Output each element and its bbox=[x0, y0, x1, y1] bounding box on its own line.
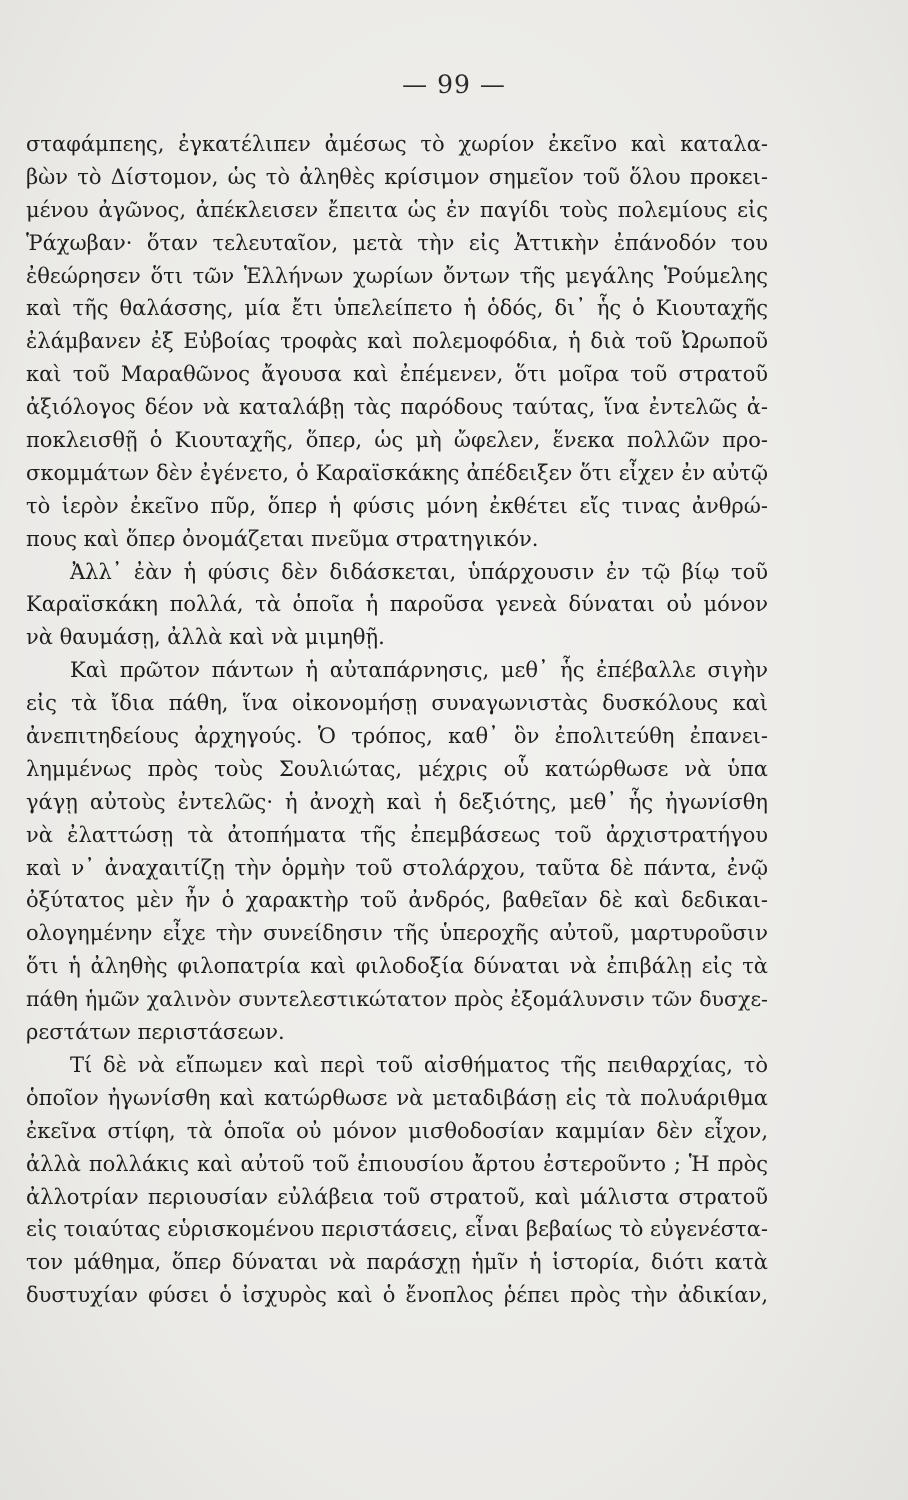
text-line: Καραϊσκάκη πολλά, τὰ ὁποῖα ἡ παροῦσα γενεὰ δύναται οὐ μόνον bbox=[26, 592, 768, 617]
page-number: — 99 — bbox=[402, 70, 506, 99]
text-line: ἀξιόλογος δέον νὰ καταλάβῃ τὰς παρόδους ταύτας, ἵνα ἐντελῶς ἀ- bbox=[26, 395, 768, 420]
text-line: τὸ ἱερὸν ἐκεῖνο πῦρ, ὅπερ ἡ φύσις μόνη ἐκθέτει εἴς τινας ἀνθρώ- bbox=[26, 493, 768, 518]
text-line: πάθη ἡμῶν χαλινὸν συντελεστικώτατον πρὸς ἐξομάλυνσιν τῶν δυσχε- bbox=[26, 987, 768, 1012]
text-line: νὰ ἐλαττώσῃ τὰ ἀτοπήματα τῆς ἐπεμβάσεως τοῦ ἀρχιστρατήγου bbox=[26, 822, 768, 847]
text-line: λημμένως πρὸς τοὺς Σουλιώτας, μέχρις οὗ κατώρθωσε νὰ ὑπα bbox=[26, 756, 768, 781]
text-line: ἐλάμβανεν ἐξ Εὐβοίας τροφὰς καὶ πολεμοφόδια, ἡ διὰ τοῦ Ὠρωποῦ bbox=[26, 329, 768, 354]
text-line: ἐκεῖνα στίφη, τὰ ὁποῖα οὐ μόνον μισθοδοσίαν καμμίαν δὲν εἶχον, bbox=[26, 1118, 768, 1143]
text-line: μένου ἀγῶνος, ἀπέκλεισεν ἔπειτα ὡς ἐν παγίδι τοὺς πολεμίους εἰς bbox=[26, 197, 768, 222]
text-line: ὅτι ἡ ἀληθὴς φιλοπατρία καὶ φιλοδοξία δύναται νὰ ἐπιβάλῃ εἰς τὰ bbox=[26, 954, 768, 979]
text-line: ολογημένην εἶχε τὴν συνείδησιν τῆς ὑπεροχῆς αὐτοῦ, μαρτυροῦσιν bbox=[26, 921, 768, 946]
text-line: δυστυχίαν φύσει ὁ ἰσχυρὸς καὶ ὁ ἔνοπλος ῥέπει πρὸς τὴν ἀδικίαν, bbox=[26, 1283, 768, 1308]
body-text bbox=[26, 128, 768, 1312]
text-line: βὼν τὸ Δίστομον, ὡς τὸ ἀληθὲς κρίσιμον σημεῖον τοῦ ὅλου προκει- bbox=[26, 164, 768, 189]
text-line: ἐθεώρησεν ὅτι τῶν Ἑλλήνων χωρίων ὄντων τῆς μεγάλης Ῥούμελης bbox=[26, 263, 768, 288]
text-line: καὶ τῆς θαλάσσης, μία ἔτι ὑπελείπετο ἡ ὁδός, δι᾽ ἧς ὁ Κιουταχῆς bbox=[26, 296, 768, 321]
text-line: Τί δὲ νὰ εἴπωμεν καὶ περὶ τοῦ αἰσθήματος τῆς πειθαρχίας, τὸ bbox=[70, 1052, 768, 1077]
text-line: ἀλλὰ πολλάκις καὶ αὐτοῦ τοῦ ἐπιουσίου ἄρτου ἐστεροῦντο ; Ἡ πρὸς bbox=[26, 1151, 768, 1176]
text-line: Ῥάχωβαν· ὅταν τελευταῖον, μετὰ τὴν εἰς Ἀττικὴν ἐπάνοδόν του bbox=[26, 230, 768, 255]
text-line: νὰ θαυμάσῃ, ἀλλὰ καὶ νὰ μιμηθῇ. bbox=[26, 625, 385, 650]
text-line: ὁποῖον ἠγωνίσθη καὶ κατώρθωσε νὰ μεταδιβάσῃ εἰς τὰ πολυάριθμα bbox=[26, 1085, 768, 1110]
text-line: σκομμάτων δὲν ἐγένετο, ὁ Καραϊσκάκης ἀπέδειξεν ὅτι εἶχεν ἐν αὐτῷ bbox=[26, 460, 768, 485]
text-line: εἰς τὰ ἴδια πάθη, ἵνα οἰκονομήσῃ συναγωνιστὰς δυσκόλους καὶ bbox=[26, 691, 768, 716]
text-line: ἀνεπιτηδείους ἀρχηγούς. Ὁ τρόπος, καθ᾽ ὃν ἐπολιτεύθη ἐπανει- bbox=[26, 724, 768, 749]
text-line: καὶ ν᾽ ἀναχαιτίζῃ τὴν ὁρμὴν τοῦ στολάρχου, ταῦτα δὲ πάντα, ἐνῷ bbox=[26, 855, 768, 880]
text-line: ποκλεισθῇ ὁ Κιουταχῆς, ὅπερ, ὡς μὴ ὤφελεν, ἕνεκα πολλῶν προ- bbox=[26, 428, 768, 453]
text-line: ρεστάτων περιστάσεων. bbox=[26, 1020, 285, 1045]
text-line: Καὶ πρῶτον πάντων ἡ αὐταπάρνησις, μεθ᾽ ἧς ἐπέβαλλε σιγὴν bbox=[70, 658, 768, 683]
text-line: πους καὶ ὅπερ ὀνομάζεται πνεῦμα στρατηγικόν. bbox=[26, 526, 539, 551]
text-line: ἀλλοτρίαν περιουσίαν εὐλάβεια τοῦ στρατοῦ, καὶ μάλιστα στρατοῦ bbox=[26, 1184, 768, 1209]
text-line: Ἀλλ᾽ ἐὰν ἡ φύσις δὲν διδάσκεται, ὑπάρχουσιν ἐν τῷ βίῳ τοῦ bbox=[70, 559, 768, 584]
text-line: εἰς τοιαύτας εὑρισκομένου περιστάσεις, εἶναι βεβαίως τὸ εὐγενέστα- bbox=[26, 1217, 768, 1242]
text-line: γάγῃ αὐτοὺς ἐντελῶς· ἡ ἀνοχὴ καὶ ἡ δεξιότης, μεθ᾽ ἧς ἠγωνίσθη bbox=[26, 789, 768, 814]
text-line: ὀξύτατος μὲν ἦν ὁ χαρακτὴρ τοῦ ἀνδρός, βαθεῖαν δὲ καὶ δεδικαι- bbox=[26, 888, 768, 913]
text-line: σταφάμπεης, ἐγκατέλιπεν ἀμέσως τὸ χωρίον ἐκεῖνο καὶ καταλα- bbox=[26, 132, 768, 156]
text-line: τον μάθημα, ὅπερ δύναται νὰ παράσχῃ ἡμῖν ἡ ἱστορία, διότι κατὰ bbox=[26, 1250, 768, 1275]
text-line: καὶ τοῦ Μαραθῶνος ἄγουσα καὶ ἐπέμενεν, ὅτι μοῖρα τοῦ στρατοῦ bbox=[26, 362, 768, 387]
